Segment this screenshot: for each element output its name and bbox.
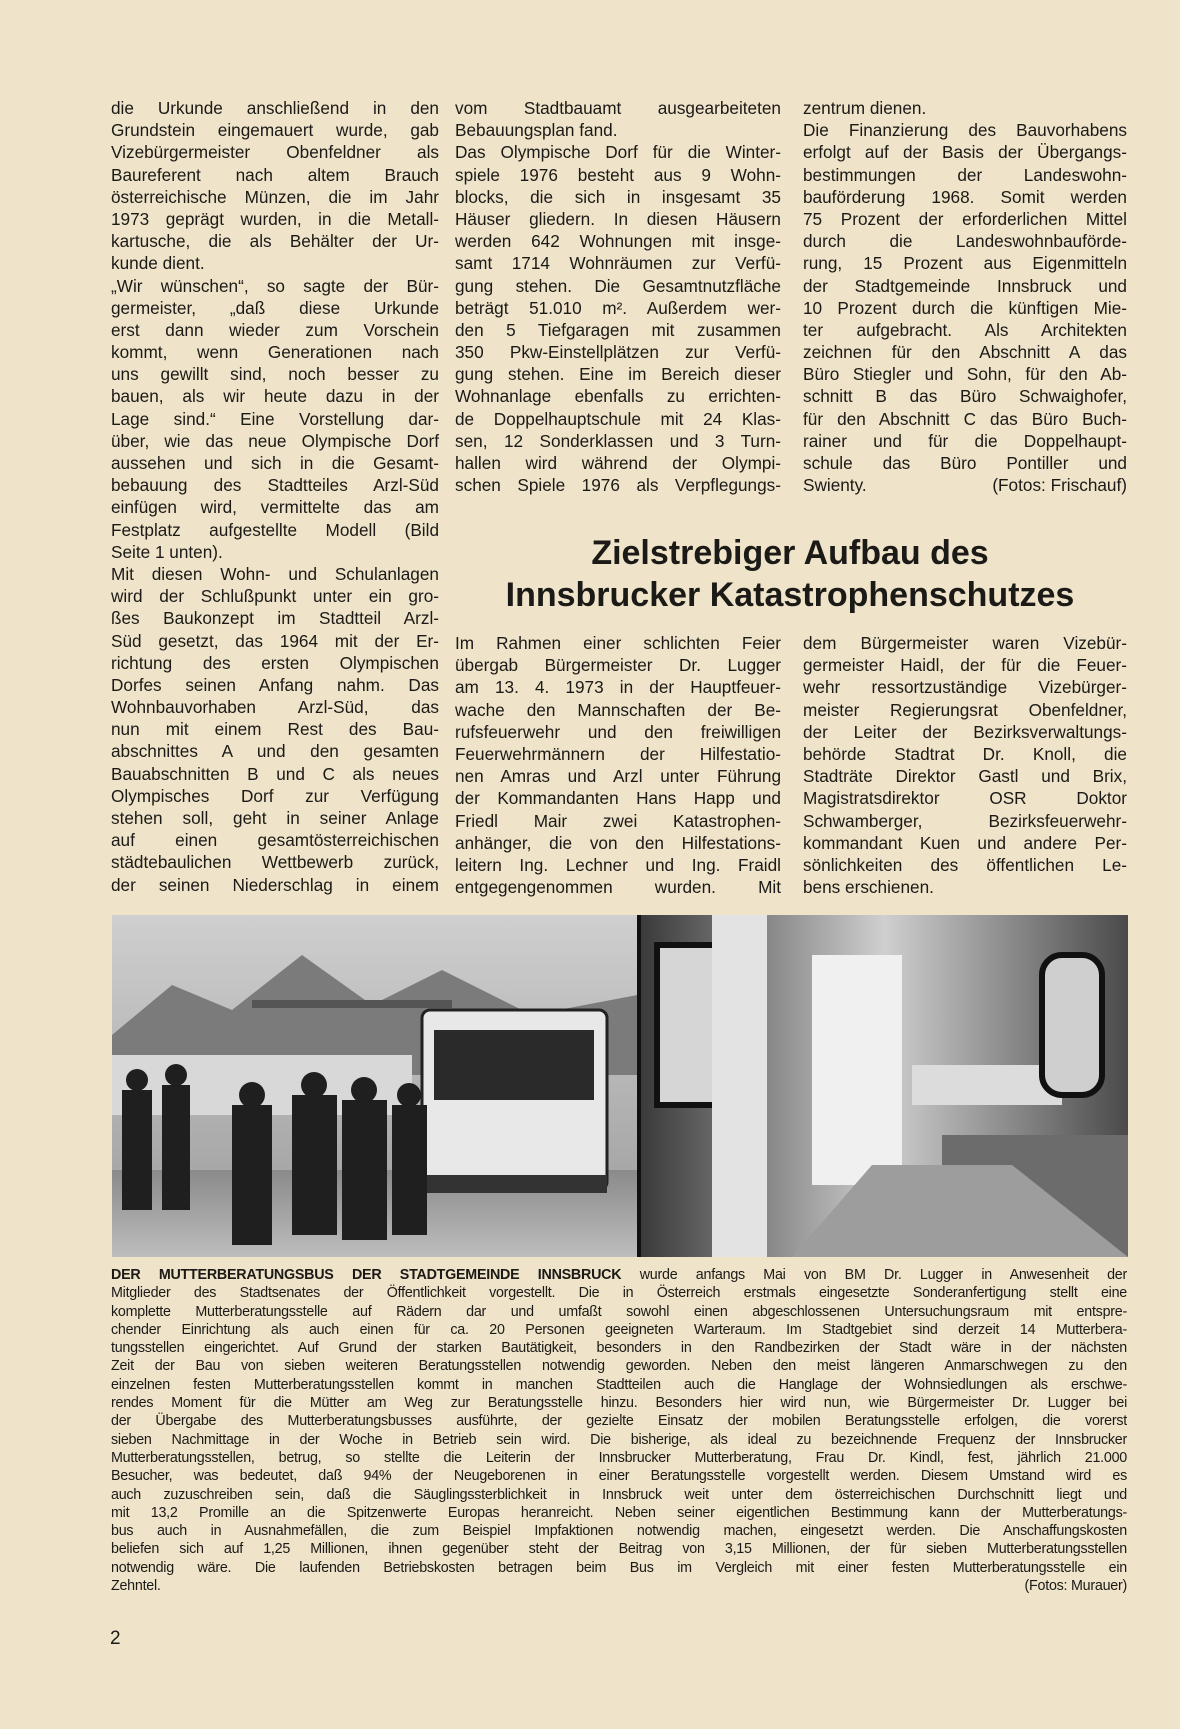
caption-line: sieben Nachmittage in der Woche in Betrieb sein wird. Die bisherige, als ideal zu bezeichnende Frequenz der Innsbrucker [111,1431,1127,1448]
text-line: stehen soll, geht in seiner Anlage [111,808,439,828]
text-line: dem Bürgermeister waren Vizebür- [803,633,1127,653]
article2-headline [450,532,1130,616]
text-line: beträgt 51.010 m². Außerdem wer- [455,297,781,318]
text-line: kunde dient. [111,253,205,274]
text-line: einfügen wird, vermittelte das am [111,497,439,518]
text-line: anhänger, die von den Hilfestations- [455,832,781,853]
photo-strip [112,915,1128,1257]
text-line: der Leiter der Bezirksverwaltungs- [803,721,1127,742]
text-line: nun mit einem Rest des Bau- [111,719,439,740]
text-line: richtung des ersten Olympischen [111,652,439,673]
caption-line [111,1266,1127,1284]
text-line: Stadträte Direktor Gastl und Brix, [803,766,1127,787]
text-line: wehr ressortzuständige Vizebürger- [803,677,1127,698]
text-line: kommandant Kuen und andere Per- [803,832,1127,853]
text-line: Magistratsdirektor OSR Doktor [803,788,1127,809]
text-line: sen, 12 Sonderklassen und 3 Turn- [455,430,781,451]
text-line: sönlichkeiten des öffentlichen Le- [803,854,1127,875]
article2-column-2 [803,632,1127,898]
text-line: werden 642 Wohnungen mit insge- [455,231,781,252]
caption-line: der Übergabe des Mutterberatungsbusses ausführte, der gezielte Einsatz der mobilen Beratungsstelle erfolgen, die vorerst [111,1413,1127,1430]
text-line: behörde Stadtrat Dr. Knoll, die [803,743,1127,764]
text-line: österreichische Münzen, die im Jahr [111,186,439,207]
caption-line: tungsstellen eingerichtet. Auf Grund der starken Bautätigkeit, besonders in den Randbezirken der Stadt wäre in der nächsten [111,1340,1127,1357]
caption-line: rendes Moment für die Mütter am Weg zur Beratungsstelle hinzu. Besonders hier wird nun, wie Bürgermeister Dr. Lugger bei [111,1395,1127,1412]
page-number: 2 [110,1628,121,1649]
caption-line: komplette Mutterberatungsstelle auf Rädern dar und umfaßt sowohl einen abgeschlossenen Untersuchungsraum mit entspre- [111,1303,1127,1320]
text-line: hallen wird während der Olympi- [455,453,781,473]
text-line: Friedl Mair zwei Katastrophen- [455,810,781,831]
bus-exterior-photo [112,915,637,1257]
text-line: germeister Haidl, der für die Feuer- [803,655,1127,676]
text-line: wache den Mannschaften der Be- [455,699,781,720]
text-line: de Doppelhauptschule mit 24 Klas- [455,408,781,429]
text-line: Lage sind.“ Eine Vorstellung dar- [111,408,439,429]
text-line: Olympisches Dorf zur Verfügung [111,785,439,806]
text-line: 75 Prozent der erforderlichen Mittel [803,208,1127,229]
article1-column-1 [111,97,439,896]
text-line: durch die Landeswohnbauförde- [803,231,1127,252]
text-line: Seite 1 unten). [111,541,223,562]
text-line: rung, 15 Prozent aus Eigenmitteln [803,253,1127,274]
text-line: die Urkunde anschließend in den [111,98,439,118]
caption-line: beliefen sich auf 1,25 Millionen, ihnen gegenüber steht der Beitrag von 3,15 Millionen, der für sieben Mutterberatungsstellen [111,1541,1127,1558]
text-line: über, wie das neue Olympische Dorf [111,430,439,451]
text-line: rainer und für die Doppelhaupt- [803,430,1127,451]
text-line: germeister, „daß diese Urkunde [111,297,439,318]
text-line: Schwamberger, Bezirksfeuerwehr- [803,810,1127,831]
photo-credit: (Fotos: Frischauf) [992,475,1127,496]
text-line: „Wir wünschen“, so sagte der Bür- [111,275,439,296]
text-line: gung stehen. Eine im Bereich dieser [455,364,781,385]
text-line: uns gewillt sind, noch besser zu [111,364,439,385]
text-line: Die Finanzierung des Bauvorhabens [803,120,1127,141]
article1-column-2 [455,97,781,496]
caption-lead: DER MUTTERBERATUNGSBUS DER STADTGEMEINDE INNSBRUCK [111,1267,622,1283]
text-line: spiele 1976 besteht aus 9 Wohn- [455,164,781,185]
photo-caption [111,1266,1127,1595]
article1-column-3 [803,97,1127,496]
text-line: zeichnen für den Abschnitt A das [803,342,1127,363]
text-line: Wohnanlage ebenfalls zu errichten- [455,386,781,407]
caption-last-line: Zehntel. [111,1578,161,1595]
article2-column-1 [455,632,781,898]
text-line: aussehen und sich in die Gesamt- [111,453,439,473]
text-line: Häuser gliedern. In diesen Häusern [455,208,781,229]
caption-line: einzelnen festen Mutterberatungsstellen kommt in manchen Stadtteilen auch die Hanglage der Wohnsiedlungen als erschwe- [111,1376,1127,1393]
text-line: wird der Schlußpunkt unter ein gro- [111,586,439,607]
text-line: Mit diesen Wohn- und Schulanlagen [111,563,439,584]
text-line: der seinen Niederschlag in einem [111,874,439,895]
caption-line: mit 13,2 Promille an die Spitzenwerte Europas heranreicht. Neben seiner eigentlichen Bestimmung kann der Mutterberatungs- [111,1504,1127,1521]
text-line: 1973 geprägt wurden, in die Metall- [111,208,439,229]
text-line: schnitt B das Büro Schwaighofer, [803,386,1127,407]
text-line: bens erschienen. [803,877,934,898]
caption-body [111,1284,1127,1577]
headline-line-1: Zielstrebiger Aufbau des [591,534,989,572]
text-line: gung stehen. Die Gesamtnutzfläche [455,275,781,296]
text-line: meister Regierungsrat Obenfeldner, [803,699,1127,720]
text-line: bebauung des Stadtteiles Arzl-Süd [111,475,439,496]
caption-line: Besucher, was bedeutet, daß 94% der Neugeborenen in einer Beratungsstelle vorgestellt werden. Diesem Umstand wird es [111,1468,1127,1485]
article1-closing-line [803,474,1127,496]
text-line: abschnittes A und den gesamten [111,741,439,762]
text-line: Festplatz aufgestellte Modell (Bild [111,519,439,540]
text-line: rufsfeuerwehr und den freiwilligen [455,721,781,742]
text-line: vom Stadtbauamt ausgearbeiteten [455,98,781,118]
text-line: samt 1714 Wohnräumen zur Verfü- [455,253,781,274]
text-line: ter aufgebracht. Als Architekten [803,319,1127,340]
caption-line: chender Einrichtung als auch einen für ca. 20 Personen geeigneten Warteraum. Im Stadtgebiet sind derzeit 14 Mutterbera- [111,1321,1127,1338]
text-line: Bauabschnitten B und C als neues [111,763,439,784]
text-line: blocks, die sich in insgesamt 35 [455,186,781,207]
article1-last-line: Swienty. [803,475,867,496]
caption-line: bus auch in Ausnahmefällen, die zum Beispiel Impfaktionen notwendig machen, eingesetzt werden. Die Anschaffungskosten [111,1523,1127,1540]
text-line: bauförderung 1968. Somit werden [803,186,1127,207]
text-line: Süd gesetzt, das 1964 mit der Er- [111,630,439,651]
text-line: schen Spiele 1976 als Verpflegungs- [455,475,781,496]
text-line: übergab Bürgermeister Dr. Lugger [455,655,781,676]
text-line: Büro Stiegler und Sohn, für den Ab- [803,364,1127,385]
text-line: der Kommandanten Hans Happ und [455,788,781,809]
caption-line: Zeit der Bau von sieben weiteren Beratungsstellen notwendig geworden. Neben den meist längeren Anmarschwegen zu den [111,1358,1127,1375]
text-line: Das Olympische Dorf für die Winter- [455,142,781,163]
text-line: Dorfes seinen Anfang nahm. Das [111,674,439,695]
text-line: Feuerwehrmännern der Hilfestatio- [455,743,781,764]
text-line: 10 Prozent durch die künftigen Mie- [803,297,1127,318]
text-line: nen Amras und Arzl unter Führung [455,766,781,787]
caption-first-line-rest: wurde anfangs Mai von BM Dr. Lugger in Anwesenheit der [621,1267,1127,1283]
headline-line-2: Innsbrucker Katastrophenschutzes [505,576,1075,614]
text-line: städtebaulichen Wettbewerb zurück, [111,852,439,873]
text-line: zentrum dienen. [803,98,927,118]
text-line: Im Rahmen einer schlichten Feier [455,633,781,653]
text-line: bestimmungen der Landeswohn- [803,164,1127,185]
text-line: leitern Ing. Lechner und Ing. Fraidl [455,854,781,875]
text-line: erst dann wieder zum Vorschein [111,319,439,340]
text-line: schule das Büro Pontiller und [803,453,1127,473]
caption-line: auch zuzuschreiben sein, daß die Säuglingssterblichkeit in Innsbruck weit unter dem österreichischen Durchschnitt liegt und [111,1486,1127,1503]
text-line: am 13. 4. 1973 in der Hauptfeuer- [455,677,781,698]
caption-closing-row [111,1577,1127,1595]
text-line: ßes Baukonzept im Stadtteil Arzl- [111,608,439,629]
text-line: Vizebürgermeister Obenfeldner als [111,142,439,163]
text-line: 350 Pkw-Einstellplätzen zur Verfü- [455,342,781,363]
text-line: kommt, wenn Generationen nach [111,342,439,363]
caption-photo-credit: (Fotos: Murauer) [1024,1578,1127,1595]
text-line: bauen, als wir heute dazu in der [111,386,439,407]
text-line: kartusche, die als Behälter der Ur- [111,231,439,252]
text-line: Grundstein eingemauert wurde, gab [111,120,439,141]
caption-line: notwendig wäre. Die laufenden Betriebskosten betragen beim Bus im Vergleich mit einer festen Mutterberatungsstelle ein [111,1559,1127,1576]
text-line: erfolgt auf der Basis der Übergangs- [803,142,1127,163]
text-line: für den Abschnitt C das Büro Buch- [803,408,1127,429]
text-line: Wohnbauvorhaben Arzl-Süd, das [111,697,439,718]
caption-line: Mutterberatungsstellen, betrug, so stellte die Leiterin der Innsbrucker Mutterberatung, Frau Dr. Kindl, fest, jährlich 21.000 [111,1449,1127,1466]
text-line: auf einen gesamtösterreichischen [111,830,439,851]
text-line: Baureferent nach altem Brauch [111,164,439,185]
caption-line: Mitglieder des Stadtsenates der Öffentlichkeit vorgestellt. Die in Österreich erstmals eingesetzte Sonderanfertigung stellt eine [111,1285,1127,1302]
bus-interior-photo [641,915,1128,1257]
text-line: entgegengenommen wurden. Mit [455,877,781,898]
text-line: den 5 Tiefgaragen mit zusammen [455,319,781,340]
text-line: der Stadtgemeinde Innsbruck und [803,275,1127,296]
text-line: Bebauungsplan fand. [455,120,618,141]
